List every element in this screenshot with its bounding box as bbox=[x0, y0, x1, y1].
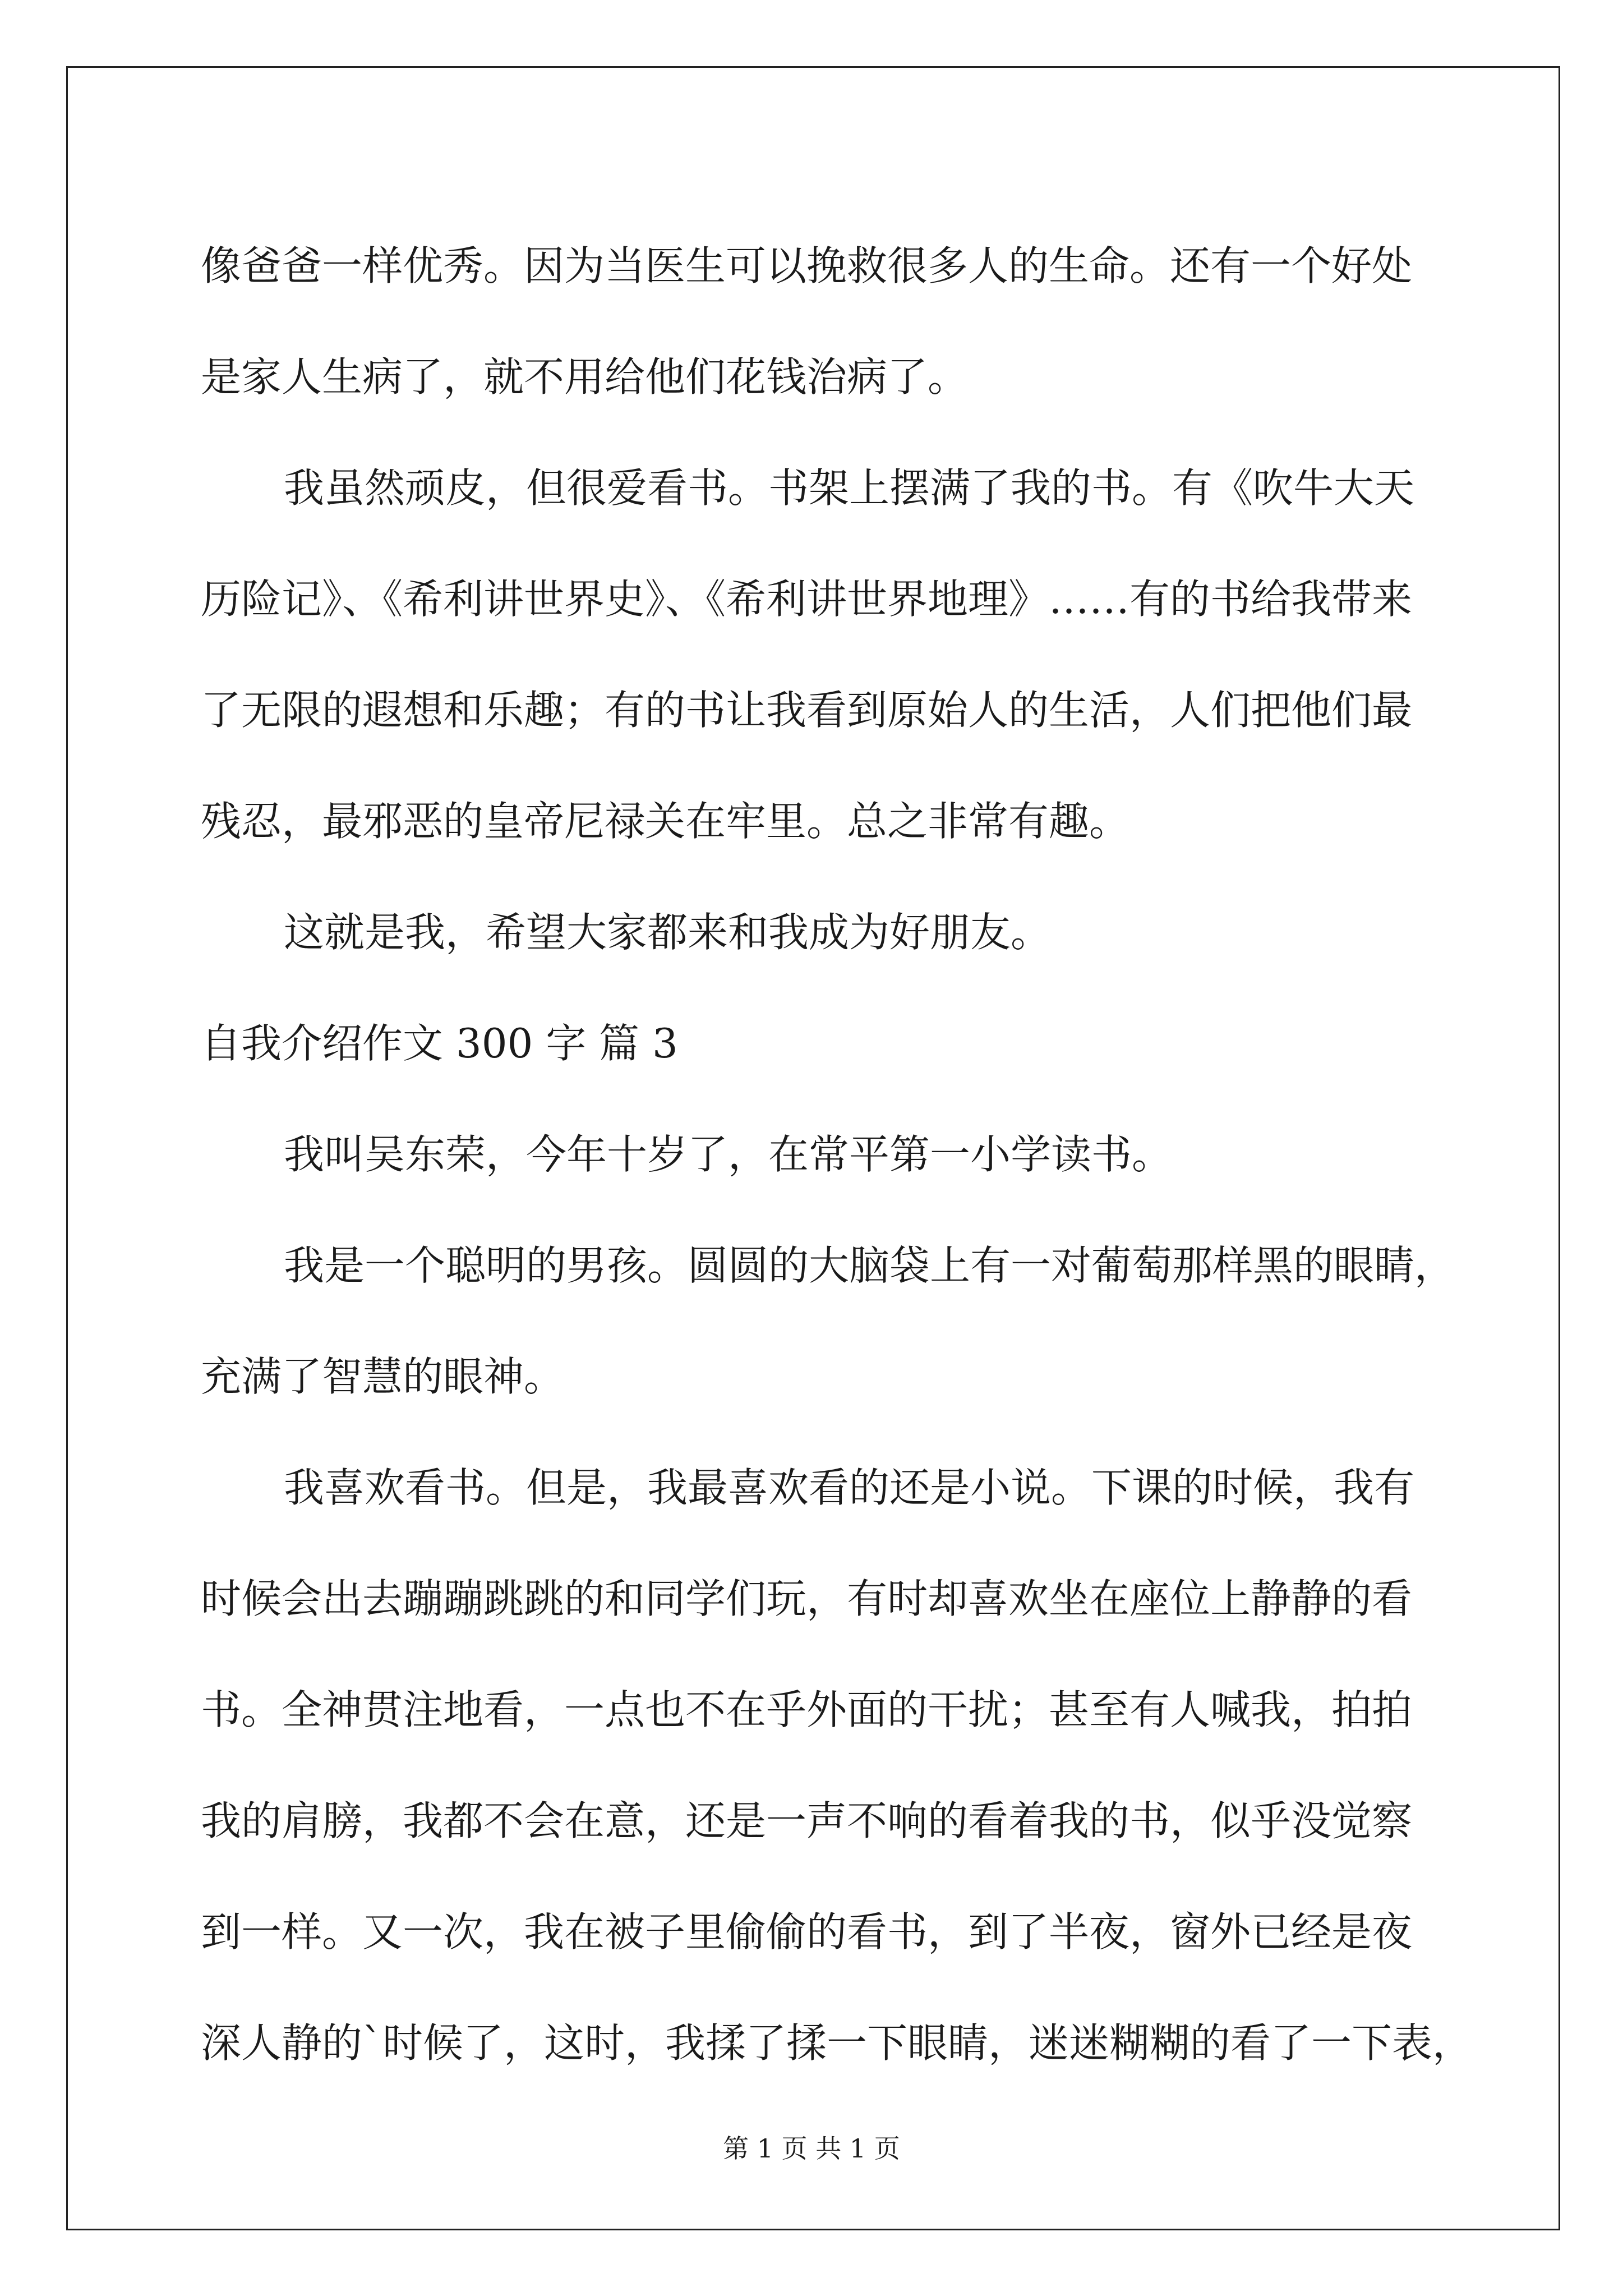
text-line-11: 充满了智慧的眼神。 bbox=[201, 1353, 565, 1400]
text-line-6: 残忍，最邪恶的皇帝尼禄关在牢里。总之非常有趣。 bbox=[201, 798, 1130, 845]
text-line-17: 深人静的`时候了，这时，我揉了揉一下眼睛，迷迷糊糊的看了一下表， bbox=[201, 2019, 1473, 2067]
section-heading: 自我介绍作文 300 字 篇 3 bbox=[201, 1020, 678, 1067]
document-body bbox=[201, 210, 1473, 2099]
text-line-2: 是家人生病了，就不用给他们花钱治病了。 bbox=[201, 353, 969, 401]
text-line-16: 到一样。又一次，我在被子里偷偷的看书，到了半夜，窗外已经是夜 bbox=[201, 1908, 1413, 1955]
text-line-1: 像爸爸一样优秀。因为当医生可以挽救很多人的生命。还有一个好处 bbox=[201, 242, 1413, 289]
page-number-footer: 第 1 页 共 1 页 bbox=[723, 2133, 900, 2164]
text-line-3: 我虽然顽皮，但很爱看书。书架上摆满了我的书。有《吹牛大天 bbox=[284, 464, 1415, 512]
text-line-12: 我喜欢看书。但是，我最喜欢看的还是小说。下课的时候，我有 bbox=[284, 1464, 1415, 1511]
text-line-7: 这就是我，希望大家都来和我成为好朋友。 bbox=[284, 909, 1052, 956]
text-line-13: 时候会出去蹦蹦跳跳的和同学们玩，有时却喜欢坐在座位上静静的看 bbox=[201, 1575, 1413, 1622]
text-line-5: 了无限的遐想和乐趣；有的书让我看到原始人的生活，人们把他们最 bbox=[201, 687, 1413, 734]
text-line-15: 我的肩膀，我都不会在意，还是一声不响的看着我的书，似乎没觉察 bbox=[201, 1797, 1413, 1844]
text-line-4: 历险记》、《希利讲世界史》、《希利讲世界地理》……有的书给我带来 bbox=[201, 576, 1413, 623]
text-line-14: 书。全神贯注地看，一点也不在乎外面的干扰；甚至有人喊我，拍拍 bbox=[201, 1686, 1413, 1733]
text-line-9: 我叫吴东荣，今年十岁了，在常平第一小学读书。 bbox=[284, 1131, 1173, 1178]
text-line-10: 我是一个聪明的男孩。圆圆的大脑袋上有一对葡萄那样黑的眼睛， bbox=[284, 1242, 1455, 1289]
